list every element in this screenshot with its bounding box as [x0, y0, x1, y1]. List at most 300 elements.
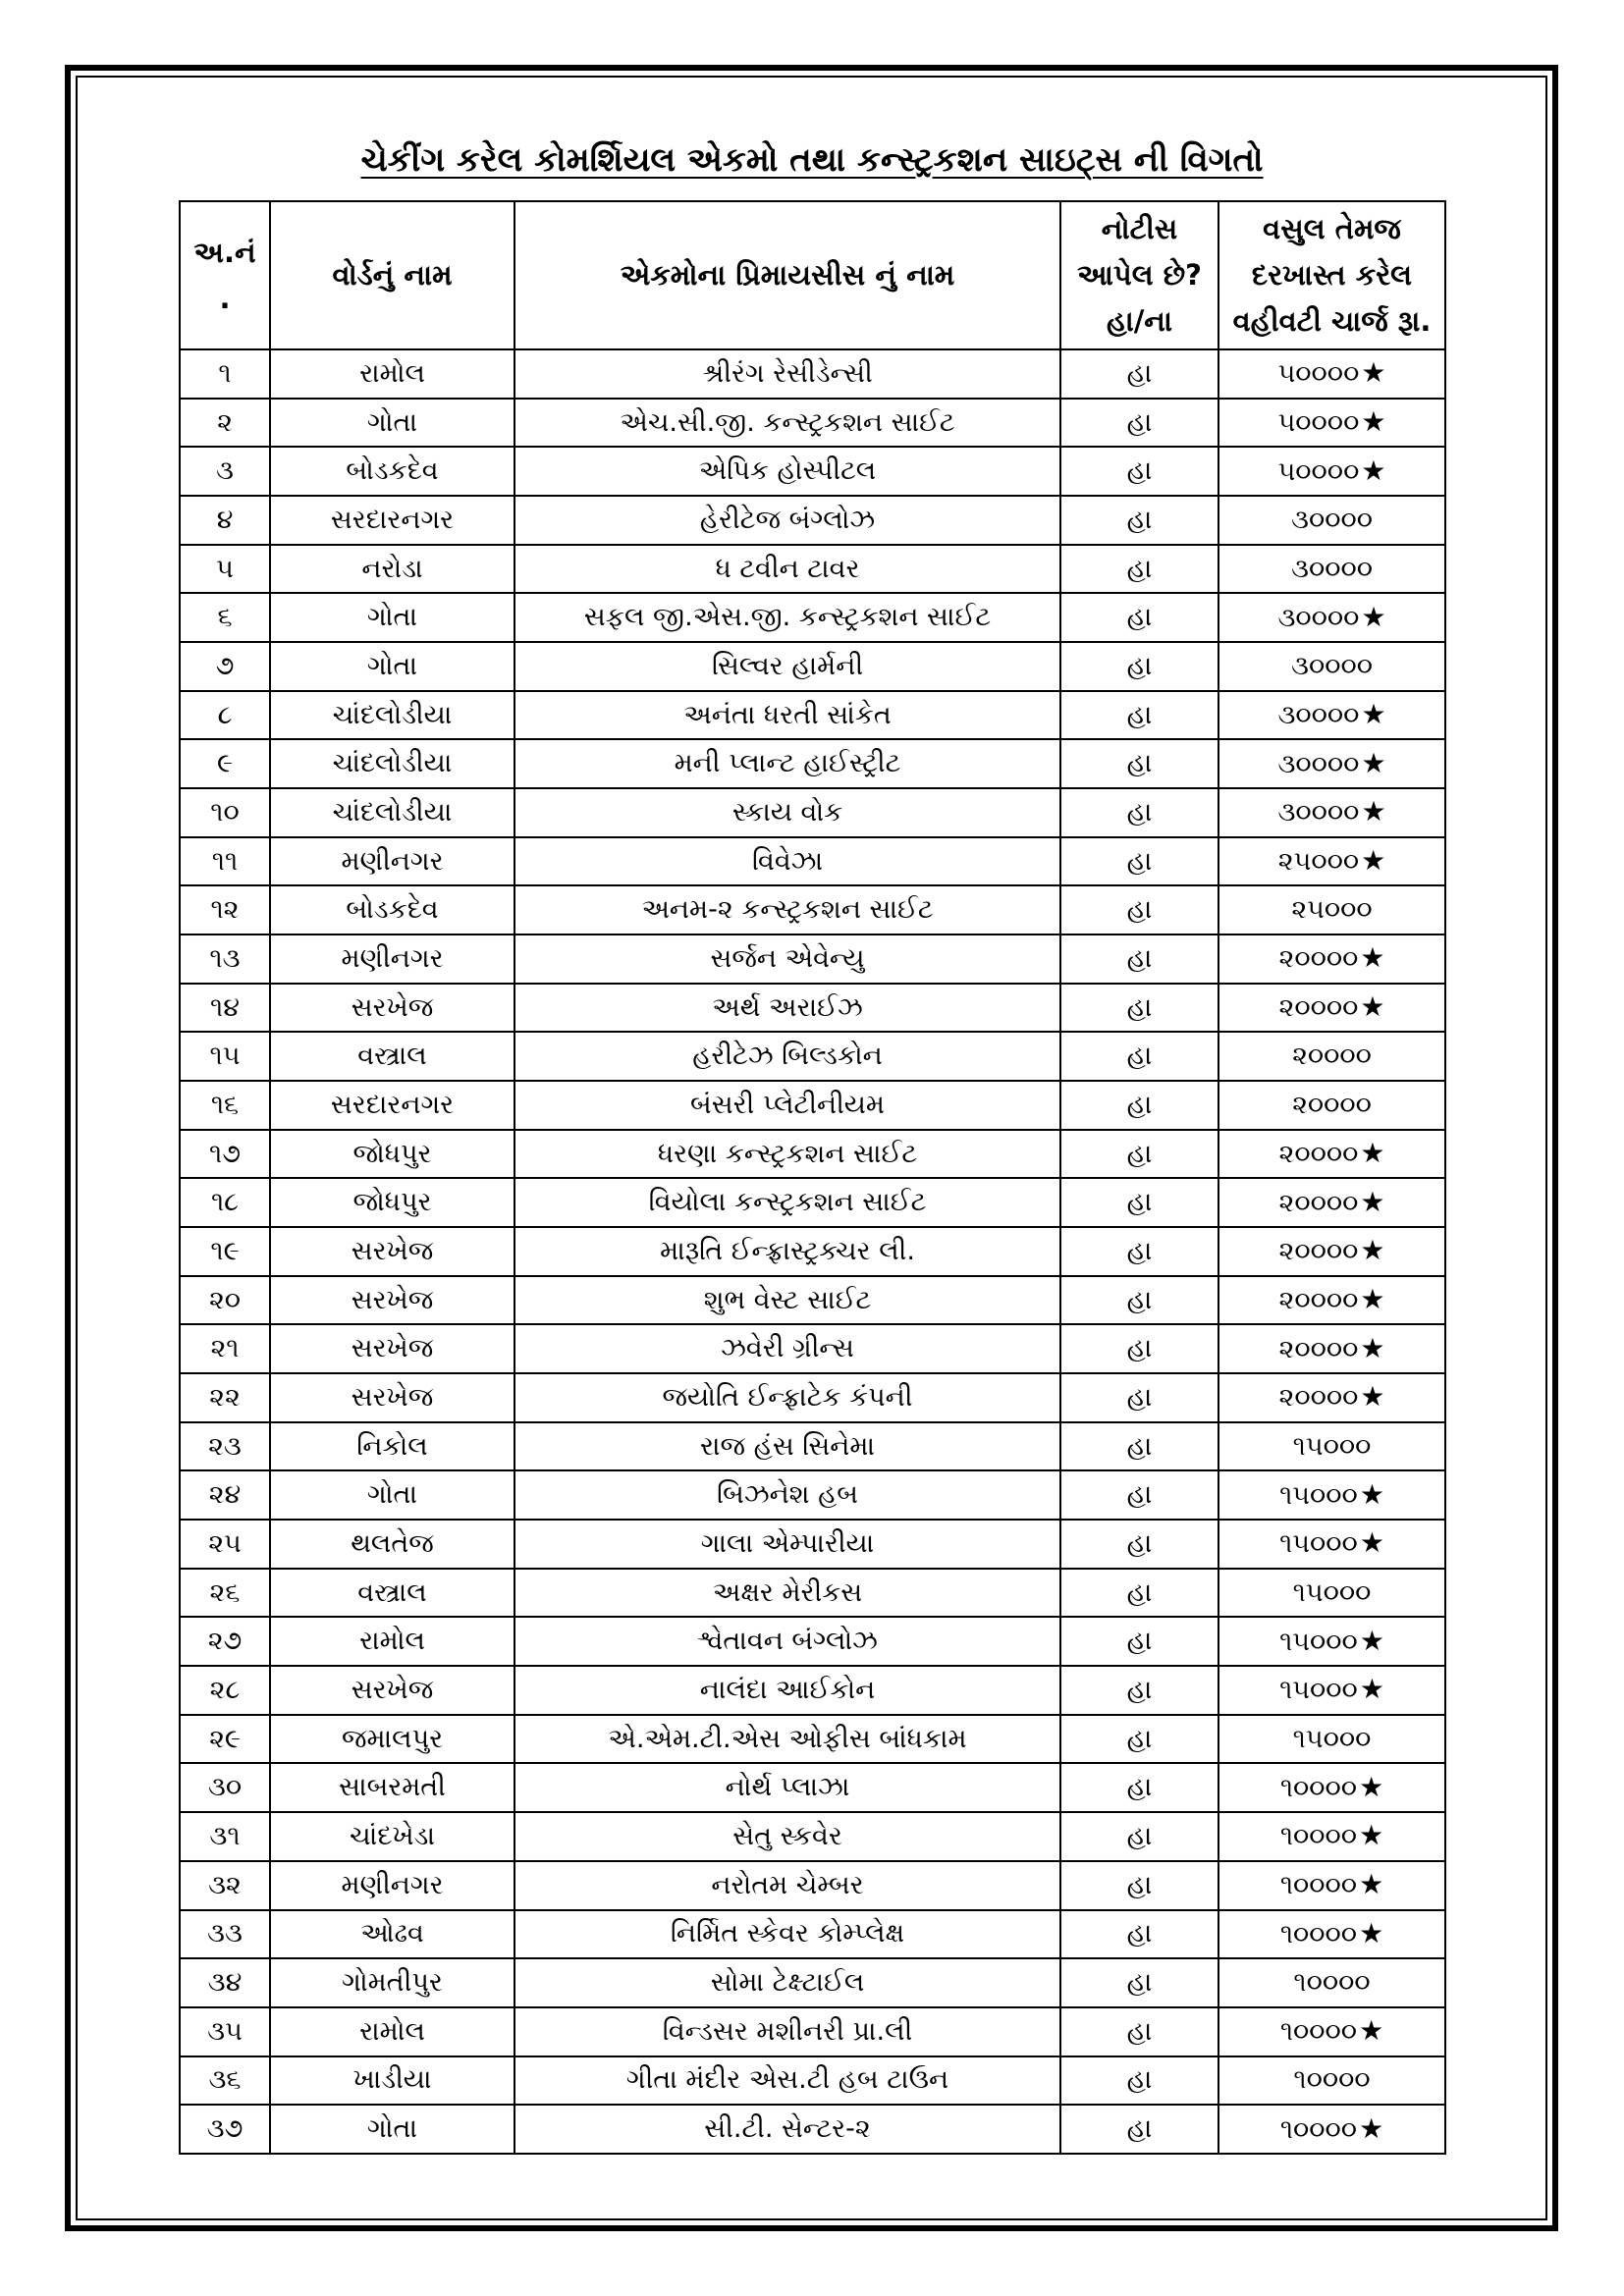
table-row [180, 885, 1445, 934]
table-row [180, 2007, 1445, 2056]
ward-name-cell: ઓઢવ [270, 1910, 514, 1959]
premises-name-cell: વિન્ડસર મશીનરી પ્રા.લી [514, 2007, 1060, 2056]
header-amount-line: વહીવટી ચાર્જ રૂા. [1232, 304, 1432, 338]
star-marker-icon: ★ [1359, 1526, 1384, 1560]
premises-name-cell: જયોતિ ઈન્ફ્રાટેક કંપની [514, 1373, 1060, 1422]
premises-name-cell: સોમા ટેક્ષ્ટાઈલ [514, 1958, 1060, 2007]
charge-amount-value: ૧૦૦૦૦ [1279, 1772, 1358, 1803]
charge-amount-cell [1218, 1666, 1445, 1715]
serial-number-cell: ૧૦ [180, 788, 270, 837]
table-row [180, 1715, 1445, 1764]
ward-name-cell: ચાંદલોડીયા [270, 739, 514, 788]
charge-amount-cell [1218, 1324, 1445, 1373]
table-row [180, 1032, 1445, 1081]
table-row [180, 1617, 1445, 1666]
charge-amount-value: ૧૫૦૦૦ [1279, 1675, 1358, 1706]
header-notice-given [1060, 201, 1218, 349]
notice-given-cell: હા [1060, 642, 1218, 691]
charge-amount-cell [1218, 1715, 1445, 1764]
notice-given-cell: હા [1060, 1470, 1218, 1520]
charge-amount-value: ૩૦૦૦૦ [1277, 748, 1360, 779]
premises-name-cell: સિલ્વર હાર્મની [514, 642, 1060, 691]
premises-name-cell: અનમ-૨ કન્સ્ટ્રકશન સાઈટ [514, 885, 1060, 934]
ward-name-cell: વસ્ત્રાલ [270, 1569, 514, 1618]
charge-amount-cell [1218, 1569, 1445, 1618]
serial-number-cell: ૧૫ [180, 1032, 270, 1081]
header-notice-line: નોટીસ [1101, 212, 1178, 245]
ward-name-cell: સરદારનગર [270, 496, 514, 545]
serial-number-cell: ૧૨ [180, 885, 270, 934]
serial-number-cell: ૨૫ [180, 1520, 270, 1569]
ward-name-cell: ગોતા [270, 2105, 514, 2154]
charge-amount-cell [1218, 1861, 1445, 1910]
charge-amount-value: ૧૦૦૦૦ [1279, 2113, 1358, 2145]
ward-name-cell: રામોલ [270, 1617, 514, 1666]
table-row [180, 1666, 1445, 1715]
notice-given-cell: હા [1060, 545, 1218, 594]
charge-amount-value: ૫૦૦૦૦ [1277, 455, 1360, 487]
charge-amount-value: ૩૦૦૦૦ [1277, 602, 1360, 633]
star-marker-icon: ★ [1361, 454, 1386, 487]
charge-amount-cell [1218, 642, 1445, 691]
ward-name-cell: ગોતા [270, 642, 514, 691]
notice-given-cell: હા [1060, 1812, 1218, 1861]
notice-given-cell: હા [1060, 496, 1218, 545]
premises-name-cell: ગીતા મંદીર એસ.ટી હબ ટાઉન [514, 2056, 1060, 2106]
header-amount-line: વસુલ તેમજ [1263, 212, 1401, 245]
charge-amount-cell [1218, 788, 1445, 837]
notice-given-cell: હા [1060, 1569, 1218, 1618]
charge-amount-value: ૨૦૦૦૦ [1278, 1285, 1359, 1316]
header-notice-line: આપેલ છે? [1077, 258, 1202, 292]
star-marker-icon: ★ [1361, 698, 1386, 731]
premises-name-cell: સેતુ સ્કવેર [514, 1812, 1060, 1861]
charge-amount-value: ૧૦૦૦૦ [1293, 1967, 1371, 1998]
serial-number-cell: ૧૭ [180, 1130, 270, 1179]
table-row [180, 934, 1445, 984]
charge-amount-value: ૩૦૦૦૦ [1277, 797, 1360, 828]
charge-amount-cell [1218, 1276, 1445, 1325]
table-row [180, 1130, 1445, 1179]
table-row [180, 739, 1445, 788]
notice-given-cell: હા [1060, 837, 1218, 886]
serial-number-cell: ૨૪ [180, 1470, 270, 1520]
star-marker-icon: ★ [1359, 2014, 1384, 2048]
page-title: ચેકીંગ કરેલ કોમર્શિયલ એકમો તથા કન્સ્ટ્રકશન સાઇટ્સ ની વિગતો [360, 140, 1264, 180]
serial-number-cell: ૩૧ [180, 1812, 270, 1861]
ward-name-cell: સરદારનગર [270, 1081, 514, 1130]
header-ward-name: વોર્ડનું નામ [270, 201, 514, 349]
premises-name-cell: શ્વેતાવન બંગ્લોઝ [514, 1617, 1060, 1666]
header-amount-line: દરખાસ્ત કરેલ [1251, 258, 1413, 292]
serial-number-cell: ૫ [180, 545, 270, 594]
serial-number-cell: ૧૬ [180, 1081, 270, 1130]
charge-amount-value: ૧૫૦૦૦ [1279, 1626, 1358, 1657]
charge-amount-value: ૧૫૦૦૦ [1292, 1723, 1372, 1754]
star-marker-icon: ★ [1361, 795, 1386, 828]
notice-given-cell: હા [1060, 1910, 1218, 1959]
premises-name-cell: સફલ જી.એસ.જી. કન્સ્ટ્રકશન સાઈટ [514, 593, 1060, 642]
table-row [180, 1227, 1445, 1276]
table-row [180, 496, 1445, 545]
serial-number-cell: ૧૮ [180, 1178, 270, 1227]
charge-amount-cell [1218, 349, 1445, 399]
serial-number-cell: ૨૯ [180, 1715, 270, 1764]
charge-amount-cell [1218, 1422, 1445, 1471]
charge-amount-cell [1218, 1812, 1445, 1861]
ward-name-cell: રામોલ [270, 349, 514, 399]
charge-amount-value: ૩૦૦૦૦ [1291, 504, 1373, 535]
ward-name-cell: જોધપુર [270, 1178, 514, 1227]
notice-given-cell: હા [1060, 1422, 1218, 1471]
premises-name-cell: રાજ હંસ સિનેમા [514, 1422, 1060, 1471]
serial-number-cell: ૨૭ [180, 1617, 270, 1666]
star-marker-icon: ★ [1360, 1380, 1385, 1414]
charge-amount-cell [1218, 739, 1445, 788]
serial-number-cell: ૩૩ [180, 1910, 270, 1959]
premises-name-cell: એપિક હોસ્પીટલ [514, 447, 1060, 496]
notice-given-cell: હા [1060, 1617, 1218, 1666]
star-marker-icon: ★ [1360, 1185, 1385, 1218]
premises-name-cell: સ્કાય વોક [514, 788, 1060, 837]
charge-amount-cell [1218, 545, 1445, 594]
table-row [180, 1861, 1445, 1910]
charge-amount-cell [1218, 2056, 1445, 2106]
serial-number-cell: ૪ [180, 496, 270, 545]
notice-given-cell: હા [1060, 1520, 1218, 1569]
serial-number-cell: ૨૧ [180, 1324, 270, 1373]
ward-name-cell: મણીનગર [270, 1861, 514, 1910]
premises-name-cell: હેરીટેજ બંગ્લોઝ [514, 496, 1060, 545]
charge-amount-cell [1218, 837, 1445, 886]
ward-name-cell: ચાંદલોડીયા [270, 788, 514, 837]
star-marker-icon: ★ [1361, 356, 1386, 390]
serial-number-cell: ૧૧ [180, 837, 270, 886]
charge-amount-cell [1218, 1032, 1445, 1081]
premises-name-cell: ઝવેરી ગ્રીન્સ [514, 1324, 1060, 1373]
premises-name-cell: નિર્મિત સ્કેવર કોમ્પ્લેક્ષ [514, 1910, 1060, 1959]
table-row [180, 984, 1445, 1033]
charge-amount-value: ૧૫૦૦૦ [1279, 1528, 1358, 1560]
serial-number-cell: ૯ [180, 739, 270, 788]
serial-number-cell: ૩૦ [180, 1763, 270, 1812]
ward-name-cell: જમાલપુર [270, 1715, 514, 1764]
charge-amount-cell [1218, 1763, 1445, 1812]
premises-name-cell: મની પ્લાન્ટ હાઈસ્ટ્રીટ [514, 739, 1060, 788]
charge-amount-value: ૨૦૦૦૦ [1292, 1089, 1372, 1120]
table-row [180, 1373, 1445, 1422]
star-marker-icon: ★ [1359, 2111, 1384, 2145]
table-row [180, 1910, 1445, 1959]
ward-name-cell: બોડકદેવ [270, 885, 514, 934]
notice-given-cell: હા [1060, 1861, 1218, 1910]
table-row [180, 545, 1445, 594]
charge-amount-value: ૧૫૦૦૦ [1292, 1430, 1372, 1462]
notice-given-cell: હા [1060, 739, 1218, 788]
notice-given-cell: હા [1060, 1130, 1218, 1179]
charge-amount-cell [1218, 447, 1445, 496]
table-row [180, 2056, 1445, 2106]
charge-amount-cell [1218, 1178, 1445, 1227]
ward-name-cell: સરખેજ [270, 1227, 514, 1276]
notice-given-cell: હા [1060, 1373, 1218, 1422]
charge-amount-cell [1218, 1470, 1445, 1520]
serial-number-cell: ૧ [180, 349, 270, 399]
table-row [180, 642, 1445, 691]
notice-given-cell: હા [1060, 1178, 1218, 1227]
charge-amount-cell [1218, 1958, 1445, 2007]
premises-name-cell: હરીટેઝ બિલ્ડકોન [514, 1032, 1060, 1081]
ward-name-cell: ગોતા [270, 1470, 514, 1520]
premises-name-cell: અક્ષર મેરીકસ [514, 1569, 1060, 1618]
serial-number-cell: ૭ [180, 642, 270, 691]
charge-amount-cell [1218, 691, 1445, 740]
header-serial-number [180, 201, 270, 349]
charge-amount-cell [1218, 1520, 1445, 1569]
ward-name-cell: જોધપુર [270, 1130, 514, 1179]
star-marker-icon: ★ [1359, 1770, 1384, 1803]
notice-given-cell: હા [1060, 788, 1218, 837]
charge-amount-value: ૩૦૦૦૦ [1291, 553, 1373, 584]
ward-name-cell: બોડકદેવ [270, 447, 514, 496]
notice-given-cell: હા [1060, 691, 1218, 740]
star-marker-icon: ★ [1360, 1283, 1385, 1316]
serial-number-cell: ૨૨ [180, 1373, 270, 1422]
header-serial-line: અ.નં [193, 235, 256, 269]
table-row [180, 1958, 1445, 2007]
premises-name-cell: સર્જન એવેન્યુ [514, 934, 1060, 984]
header-premises-name: એકમોના પ્રિમાયસીસ નું નામ [514, 201, 1060, 349]
notice-given-cell: હા [1060, 2056, 1218, 2106]
charge-amount-cell [1218, 885, 1445, 934]
charge-amount-value: ૩૦૦૦૦ [1291, 650, 1373, 681]
premises-name-cell: વિવેઝા [514, 837, 1060, 886]
premises-name-cell: ધરણા કન્સ્ટ્રકશન સાઈટ [514, 1130, 1060, 1179]
premises-name-cell: સી.ટી. સેન્ટર-૨ [514, 2105, 1060, 2154]
ward-name-cell: થલતેજ [270, 1520, 514, 1569]
notice-given-cell: હા [1060, 399, 1218, 448]
star-marker-icon: ★ [1361, 844, 1386, 878]
star-marker-icon: ★ [1361, 405, 1386, 438]
table-row [180, 1763, 1445, 1812]
table-row [180, 1178, 1445, 1227]
notice-given-cell: હા [1060, 2007, 1218, 2056]
table-row [180, 2105, 1445, 2154]
charge-amount-value: ૨૦૦૦૦ [1278, 1236, 1359, 1267]
charge-amount-value: ૧૦૦૦૦ [1279, 1821, 1358, 1852]
serial-number-cell: ૩ [180, 447, 270, 496]
ward-name-cell: સરખેજ [270, 1666, 514, 1715]
notice-given-cell: હા [1060, 2105, 1218, 2154]
charge-amount-cell [1218, 1081, 1445, 1130]
star-marker-icon: ★ [1359, 1477, 1384, 1511]
charge-amount-value: ૨૦૦૦૦ [1278, 1139, 1359, 1170]
notice-given-cell: હા [1060, 1227, 1218, 1276]
serial-number-cell: ૨૮ [180, 1666, 270, 1715]
table-row [180, 837, 1445, 886]
ward-name-cell: સાબરમતી [270, 1763, 514, 1812]
charge-amount-value: ૨૦૦૦૦ [1278, 1382, 1359, 1414]
table-row [180, 1276, 1445, 1325]
premises-name-cell: બંસરી પ્લેટીનીયમ [514, 1081, 1060, 1130]
star-marker-icon: ★ [1359, 1868, 1384, 1901]
charge-amount-value: ૩૦૦૦૦ [1277, 700, 1360, 731]
serial-number-cell: ૨૩ [180, 1422, 270, 1471]
charge-amount-value: ૫૦૦૦૦ [1277, 358, 1360, 390]
ward-name-cell: ગોમતીપુર [270, 1958, 514, 2007]
notice-given-cell: હા [1060, 1715, 1218, 1764]
charge-amount-cell [1218, 593, 1445, 642]
ward-name-cell: વસ્ત્રાલ [270, 1032, 514, 1081]
serial-number-cell: ૧૪ [180, 984, 270, 1033]
premises-name-cell: શ્રીરંગ રેસીડેન્સી [514, 349, 1060, 399]
header-serial-line: . [219, 281, 231, 315]
serial-number-cell: ૧૩ [180, 934, 270, 984]
table-row [180, 1520, 1445, 1569]
ward-name-cell: સરખેજ [270, 1373, 514, 1422]
table-row [180, 788, 1445, 837]
star-marker-icon: ★ [1359, 1624, 1384, 1657]
table-row [180, 1422, 1445, 1471]
table-row [180, 1812, 1445, 1861]
charge-amount-value: ૧૦૦૦૦ [1279, 1918, 1358, 1949]
charge-amount-cell [1218, 1227, 1445, 1276]
premises-name-cell: એ.એમ.ટી.એસ ઓફીસ બાંધકામ [514, 1715, 1060, 1764]
table-row [180, 1081, 1445, 1130]
star-marker-icon: ★ [1359, 1673, 1384, 1706]
table-row [180, 1569, 1445, 1618]
serial-number-cell: ૩૭ [180, 2105, 270, 2154]
star-marker-icon: ★ [1361, 600, 1386, 633]
ward-name-cell: સરખેજ [270, 984, 514, 1033]
notice-given-cell: હા [1060, 1324, 1218, 1373]
table-row [180, 1470, 1445, 1520]
notice-given-cell: હા [1060, 1763, 1218, 1812]
star-marker-icon: ★ [1359, 1819, 1384, 1852]
inspection-table [179, 200, 1446, 2155]
charge-amount-value: ૨૦૦૦૦ [1278, 943, 1359, 975]
notice-given-cell: હા [1060, 934, 1218, 984]
serial-number-cell: ૬ [180, 593, 270, 642]
charge-amount-cell [1218, 984, 1445, 1033]
serial-number-cell: ૮ [180, 691, 270, 740]
ward-name-cell: ખાડીયા [270, 2056, 514, 2106]
table-row [180, 447, 1445, 496]
notice-given-cell: હા [1060, 1958, 1218, 2007]
ward-name-cell: નરોડા [270, 545, 514, 594]
charge-amount-value: ૨૦૦૦૦ [1278, 1187, 1359, 1218]
charge-amount-value: ૧૦૦૦૦ [1279, 2016, 1358, 2048]
serial-number-cell: ૨ [180, 399, 270, 448]
notice-given-cell: હા [1060, 1276, 1218, 1325]
premises-name-cell: ગાલા એમ્પારીયા [514, 1520, 1060, 1569]
notice-given-cell: હા [1060, 593, 1218, 642]
charge-amount-value: ૨૦૦૦૦ [1292, 1041, 1372, 1072]
charge-amount-cell [1218, 934, 1445, 984]
header-charge-amount [1218, 201, 1445, 349]
ward-name-cell: ચાંદખેડા [270, 1812, 514, 1861]
charge-amount-value: ૫૦૦૦૦ [1277, 407, 1360, 438]
premises-name-cell: શુભ વેસ્ટ સાઈટ [514, 1276, 1060, 1325]
header-notice-line: હા/ના [1106, 304, 1173, 338]
charge-amount-value: ૨૦૦૦૦ [1278, 1333, 1359, 1364]
premises-name-cell: નરોતમ ચેમ્બર [514, 1861, 1060, 1910]
table-header-row [180, 201, 1445, 349]
notice-given-cell: હા [1060, 1081, 1218, 1130]
ward-name-cell: નિકોલ [270, 1422, 514, 1471]
charge-amount-value: ૧૫૦૦૦ [1292, 1576, 1372, 1608]
charge-amount-cell [1218, 496, 1445, 545]
serial-number-cell: ૧૯ [180, 1227, 270, 1276]
premises-name-cell: મારૂતિ ઈન્ફ્રાસ્ટ્રક્ચર લી. [514, 1227, 1060, 1276]
premises-name-cell: અનંતા ધરતી સાંકેત [514, 691, 1060, 740]
serial-number-cell: ૨૬ [180, 1569, 270, 1618]
premises-name-cell: ધ ટવીન ટાવર [514, 545, 1060, 594]
table-row [180, 1324, 1445, 1373]
table-body [180, 349, 1445, 2154]
ward-name-cell: ગોતા [270, 399, 514, 448]
star-marker-icon: ★ [1359, 1916, 1384, 1949]
star-marker-icon: ★ [1361, 746, 1386, 779]
star-marker-icon: ★ [1360, 941, 1385, 975]
premises-name-cell: એચ.સી.જી. કન્સ્ટ્રકશન સાઈટ [514, 399, 1060, 448]
notice-given-cell: હા [1060, 1666, 1218, 1715]
charge-amount-cell [1218, 1373, 1445, 1422]
charge-amount-cell [1218, 2007, 1445, 2056]
table-row [180, 349, 1445, 399]
premises-name-cell: અર્થ અરાઈઝ [514, 984, 1060, 1033]
premises-name-cell: નાલંદા આઈકોન [514, 1666, 1060, 1715]
charge-amount-cell [1218, 1130, 1445, 1179]
star-marker-icon: ★ [1360, 1331, 1385, 1364]
star-marker-icon: ★ [1360, 990, 1385, 1024]
charge-amount-cell [1218, 1617, 1445, 1666]
star-marker-icon: ★ [1360, 1137, 1385, 1170]
charge-amount-value: ૧૦૦૦૦ [1293, 2064, 1371, 2096]
charge-amount-value: ૨૫૦૦૦ [1291, 894, 1373, 926]
charge-amount-cell [1218, 1910, 1445, 1959]
serial-number-cell: ૩૫ [180, 2007, 270, 2056]
charge-amount-cell [1218, 399, 1445, 448]
premises-name-cell: નોર્થ પ્લાઝા [514, 1763, 1060, 1812]
ward-name-cell: ગોતા [270, 593, 514, 642]
serial-number-cell: ૩૬ [180, 2056, 270, 2106]
table-header [180, 201, 1445, 349]
star-marker-icon: ★ [1360, 1234, 1385, 1267]
ward-name-cell: સરખેજ [270, 1324, 514, 1373]
ward-name-cell: મણીનગર [270, 837, 514, 886]
serial-number-cell: ૨૦ [180, 1276, 270, 1325]
ward-name-cell: સરખેજ [270, 1276, 514, 1325]
ward-name-cell: ચાંદલોડીયા [270, 691, 514, 740]
serial-number-cell: ૩૪ [180, 1958, 270, 2007]
notice-given-cell: હા [1060, 349, 1218, 399]
notice-given-cell: હા [1060, 1032, 1218, 1081]
table-row [180, 691, 1445, 740]
charge-amount-value: ૧૫૦૦૦ [1279, 1479, 1358, 1511]
notice-given-cell: હા [1060, 984, 1218, 1033]
premises-name-cell: બિઝનેશ હબ [514, 1470, 1060, 1520]
notice-given-cell: હા [1060, 447, 1218, 496]
charge-amount-value: ૨૫૦૦૦ [1277, 846, 1360, 878]
table-row [180, 399, 1445, 448]
table-row [180, 593, 1445, 642]
ward-name-cell: રામોલ [270, 2007, 514, 2056]
premises-name-cell: વિયોલા કન્સ્ટ્રકશન સાઈટ [514, 1178, 1060, 1227]
charge-amount-value: ૨૦૦૦૦ [1278, 992, 1359, 1024]
charge-amount-value: ૧૦૦૦૦ [1279, 1870, 1358, 1901]
charge-amount-cell [1218, 2105, 1445, 2154]
